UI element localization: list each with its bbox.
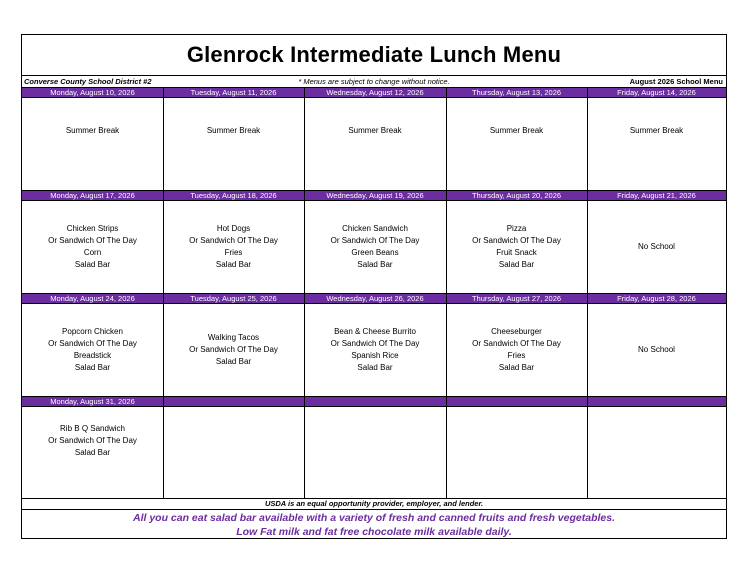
menu-item: Or Sandwich Of The Day [330, 236, 420, 245]
week-row [22, 190, 726, 293]
week-row [22, 396, 726, 499]
day-menu-cell [163, 98, 304, 190]
menu-calendar-grid [22, 87, 726, 498]
day-menu-cell [22, 201, 163, 293]
column-divider [163, 87, 164, 498]
milk-note: Low Fat milk and fat free chocolate milk available daily. [236, 526, 512, 538]
footer-notes [22, 511, 726, 539]
month-label: August 2026 School Menu [629, 77, 723, 86]
day-header: Wednesday, August 26, 2026 [326, 294, 424, 303]
menu-item: Summer Break [206, 126, 261, 135]
day-header: Friday, August 28, 2026 [617, 294, 696, 303]
day-header: Friday, August 21, 2026 [617, 191, 696, 200]
menu-item: Bean & Cheese Burrito [334, 327, 416, 336]
usda-statement: USDA is an equal opportunity provider, employer, and lender. [22, 498, 726, 510]
day-header: Tuesday, August 25, 2026 [190, 294, 277, 303]
day-header: Monday, August 10, 2026 [50, 88, 135, 97]
menu-item: Fruit Snack [496, 248, 537, 257]
day-menu-cell [163, 201, 304, 293]
day-header: Monday, August 31, 2026 [50, 397, 135, 406]
menu-item: Hot Dogs [216, 224, 251, 233]
menu-item: Fries [224, 248, 243, 257]
menu-item: Salad Bar [215, 357, 252, 366]
menu-item: No School [638, 242, 675, 251]
day-header [304, 397, 446, 407]
day-menu-cell [446, 407, 587, 499]
day-menu-cell [163, 304, 304, 396]
menu-item: Chicken Sandwich [342, 224, 408, 233]
menu-item: Walking Tacos [207, 333, 260, 342]
day-menu-cell [446, 98, 587, 190]
day-header [587, 397, 726, 407]
day-menu-cell [304, 304, 446, 396]
day-menu-cell [446, 201, 587, 293]
menu-item: Breadstick [73, 351, 112, 360]
menu-item: Summer Break [629, 126, 684, 135]
menu-item: Summer Break [65, 126, 120, 135]
menu-item: Salad Bar [498, 363, 535, 372]
week-header-bar [22, 190, 726, 201]
week-header-bar [22, 87, 726, 98]
day-menu-cell [22, 98, 163, 190]
day-header: Wednesday, August 12, 2026 [326, 88, 424, 97]
change-notice: * Menus are subject to change without notice. [298, 77, 450, 86]
info-bar [22, 75, 726, 87]
menu-item: Pizza [506, 224, 527, 233]
week-header-bar [22, 396, 726, 407]
day-menu-cell [587, 201, 726, 293]
salad-bar-note: All you can eat salad bar available with a variety of fresh and canned fruits and fresh vegetables. [133, 512, 615, 524]
day-header: Monday, August 24, 2026 [50, 294, 135, 303]
day-header: Thursday, August 27, 2026 [471, 294, 562, 303]
menu-item: Salad Bar [498, 260, 535, 269]
menu-item: Or Sandwich Of The Day [472, 236, 561, 245]
page-title: Glenrock Intermediate Lunch Menu [186, 42, 562, 67]
column-divider [446, 87, 447, 498]
menu-item: Or Sandwich Of The Day [48, 236, 137, 245]
menu-item: Or Sandwich Of The Day [48, 436, 137, 445]
day-menu-cell [587, 304, 726, 396]
week-row [22, 293, 726, 396]
menu-item: Salad Bar [357, 363, 393, 372]
district-name: Converse County School District #2 [24, 77, 152, 86]
menu-item: Salad Bar [74, 363, 111, 372]
menu-item: Green Beans [351, 248, 399, 257]
week-header-bar [22, 293, 726, 304]
menu-sheet [21, 34, 727, 539]
day-menu-cell [446, 304, 587, 396]
menu-item: Summer Break [489, 126, 544, 135]
menu-item: Salad Bar [74, 260, 111, 269]
menu-item: Popcorn Chicken [62, 327, 123, 336]
column-divider [587, 87, 588, 498]
menu-item: Summer Break [348, 126, 402, 135]
menu-item: Chicken Strips [66, 224, 119, 233]
day-menu-cell [22, 407, 163, 499]
day-menu-cell [587, 98, 726, 190]
day-menu-cell [304, 201, 446, 293]
menu-item: Or Sandwich Of The Day [189, 236, 278, 245]
day-header: Thursday, August 20, 2026 [471, 191, 562, 200]
menu-item: Corn [83, 248, 102, 257]
day-menu-cell [22, 304, 163, 396]
day-header: Monday, August 17, 2026 [50, 191, 135, 200]
menu-item: No School [638, 345, 675, 354]
day-header: Tuesday, August 11, 2026 [190, 88, 277, 97]
menu-item: Rib B Q Sandwich [60, 424, 125, 433]
day-header [163, 397, 304, 407]
day-menu-cell [163, 407, 304, 499]
menu-item: Salad Bar [357, 260, 393, 269]
menu-item: Cheeseburger [491, 327, 542, 336]
day-menu-cell [304, 407, 446, 499]
day-menu-cell [587, 407, 726, 499]
menu-item: Or Sandwich Of The Day [189, 345, 278, 354]
menu-item: Salad Bar [74, 448, 111, 457]
menu-item: Or Sandwich Of The Day [330, 339, 420, 348]
menu-item: Or Sandwich Of The Day [472, 339, 561, 348]
day-header: Friday, August 14, 2026 [617, 88, 696, 97]
menu-item: Or Sandwich Of The Day [48, 339, 137, 348]
day-header: Tuesday, August 18, 2026 [190, 191, 277, 200]
day-header: Wednesday, August 19, 2026 [326, 191, 424, 200]
day-header [446, 397, 587, 407]
column-divider [304, 87, 305, 498]
menu-item: Salad Bar [215, 260, 252, 269]
week-row [22, 87, 726, 190]
menu-item: Fries [507, 351, 526, 360]
day-menu-cell [304, 98, 446, 190]
day-header: Thursday, August 13, 2026 [471, 88, 562, 97]
menu-item: Spanish Rice [351, 351, 399, 360]
